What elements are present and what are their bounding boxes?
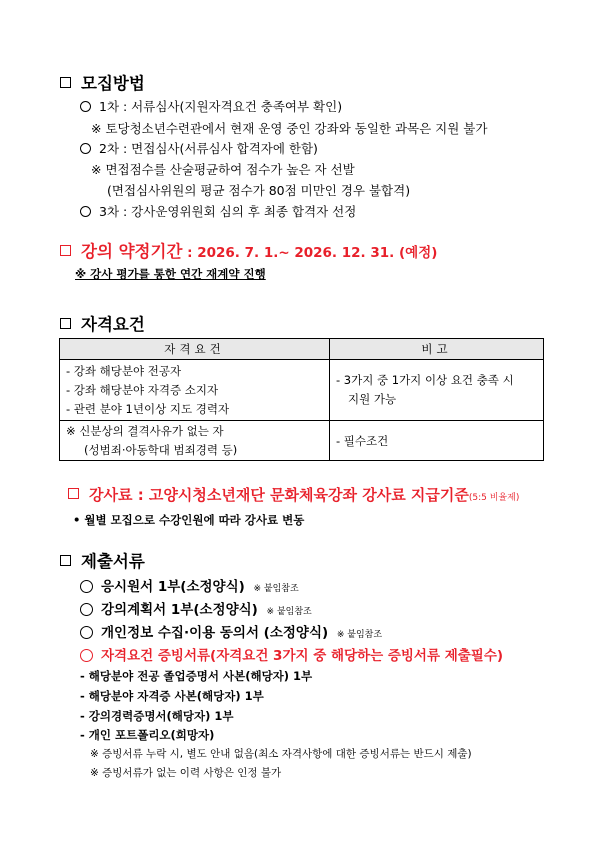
recruit-heading: 모집방법: [60, 70, 145, 94]
qual-heading: 자격요건: [60, 311, 145, 335]
recruit-step1-note: ※ 토당청소년수련관에서 현재 운영 중인 강좌와 동일한 과목은 지원 불가: [91, 121, 488, 136]
fee-note: • 월별 모집으로 수강인원에 따라 강사료 변동: [73, 513, 305, 527]
recruit-step2: 2차 : 면접심사(서류심사 합격자에 한함): [80, 139, 318, 157]
docs-foot1: ※ 증빙서류 누락 시, 별도 안내 없음(최소 자격사항에 대한 증빙서류는 반드시 제출): [90, 748, 472, 760]
square-bullet-icon: [60, 555, 71, 566]
circle-bullet-icon: [80, 626, 93, 639]
row1-note: - 3가지 중 1가지 이상 요건 충족 시 지원 가능: [330, 360, 544, 421]
docs-sub1: - 해당분야 전공 졸업증명서 사본(해당자) 1부: [80, 669, 313, 683]
square-bullet-icon: [68, 488, 79, 499]
fee-title: 강사료 : 고양시청소년재단 문화체육강좌 강사료 지급기준: [89, 486, 469, 504]
docs-foot2: ※ 증빙서류가 없는 이력 사항은 인정 불가: [90, 767, 282, 779]
row2-req: ※ 신분상의 결격사유가 없는 자 (성범죄·아동학대 범죄경력 등): [60, 421, 330, 461]
period-line: [60, 238, 437, 262]
docs-heading: 제출서류: [60, 548, 145, 572]
recruit-step3: 3차 : 강사운영위원회 심의 후 최종 합격자 선정: [80, 202, 356, 220]
recruit-step2-note2: (면접심사위원의 평균 점수가 80점 미만인 경우 불합격): [107, 183, 411, 198]
fee-line: [68, 484, 519, 505]
docs-item2: 강의계획서 1부(소정양식) ※ 붙임참조: [80, 598, 312, 618]
docs-sub3: - 강의경력증명서(해당자) 1부: [80, 709, 234, 723]
circle-bullet-icon: [80, 143, 91, 154]
square-bullet-icon: [60, 245, 71, 256]
docs-item3: 개인정보 수집·이용 동의서 (소정양식) ※ 붙임참조: [80, 621, 382, 641]
col-header-req: 자격요건: [60, 339, 330, 360]
docs-sub2: - 해당분야 자격증 사본(해당자) 1부: [80, 689, 264, 703]
circle-bullet-icon: [80, 206, 91, 217]
period-value: : 2026. 7. 1.~ 2026. 12. 31. (예정): [182, 245, 438, 261]
docs-item4: 자격요건 증빙서류(자격요건 3가지 중 해당하는 증빙서류 제출필수): [80, 644, 503, 664]
row1-req: - 강좌 해당분야 전공자 - 강좌 해당분야 자격증 소지자 - 관련 분야 1년이상 지도 경력자: [60, 360, 330, 421]
circle-bullet-icon: [80, 101, 91, 112]
docs-item1: 응시원서 1부(소정양식) ※ 붙임참조: [80, 575, 299, 595]
period-label: 강의 약정기간: [81, 242, 183, 261]
fee-ratio: (5:5 비율제): [468, 493, 520, 503]
circle-bullet-icon: [80, 649, 93, 662]
circle-bullet-icon: [80, 580, 93, 593]
docs-sub4: - 개인 포트폴리오(희망자): [80, 728, 215, 742]
recruit-step1: 1차 : 서류심사(지원자격요건 충족여부 확인): [80, 97, 342, 115]
col-header-note: 비고: [330, 339, 544, 360]
square-bullet-icon: [60, 77, 71, 88]
qualification-table: [59, 338, 544, 461]
circle-bullet-icon: [80, 603, 93, 616]
period-note: ※ 강사 평가를 통한 연간 재계약 진행: [75, 267, 266, 281]
recruit-step2-note1: ※ 면접점수를 산술평균하여 점수가 높은 자 선발: [91, 162, 355, 177]
square-bullet-icon: [60, 318, 71, 329]
row2-note: - 필수조건: [330, 421, 544, 461]
